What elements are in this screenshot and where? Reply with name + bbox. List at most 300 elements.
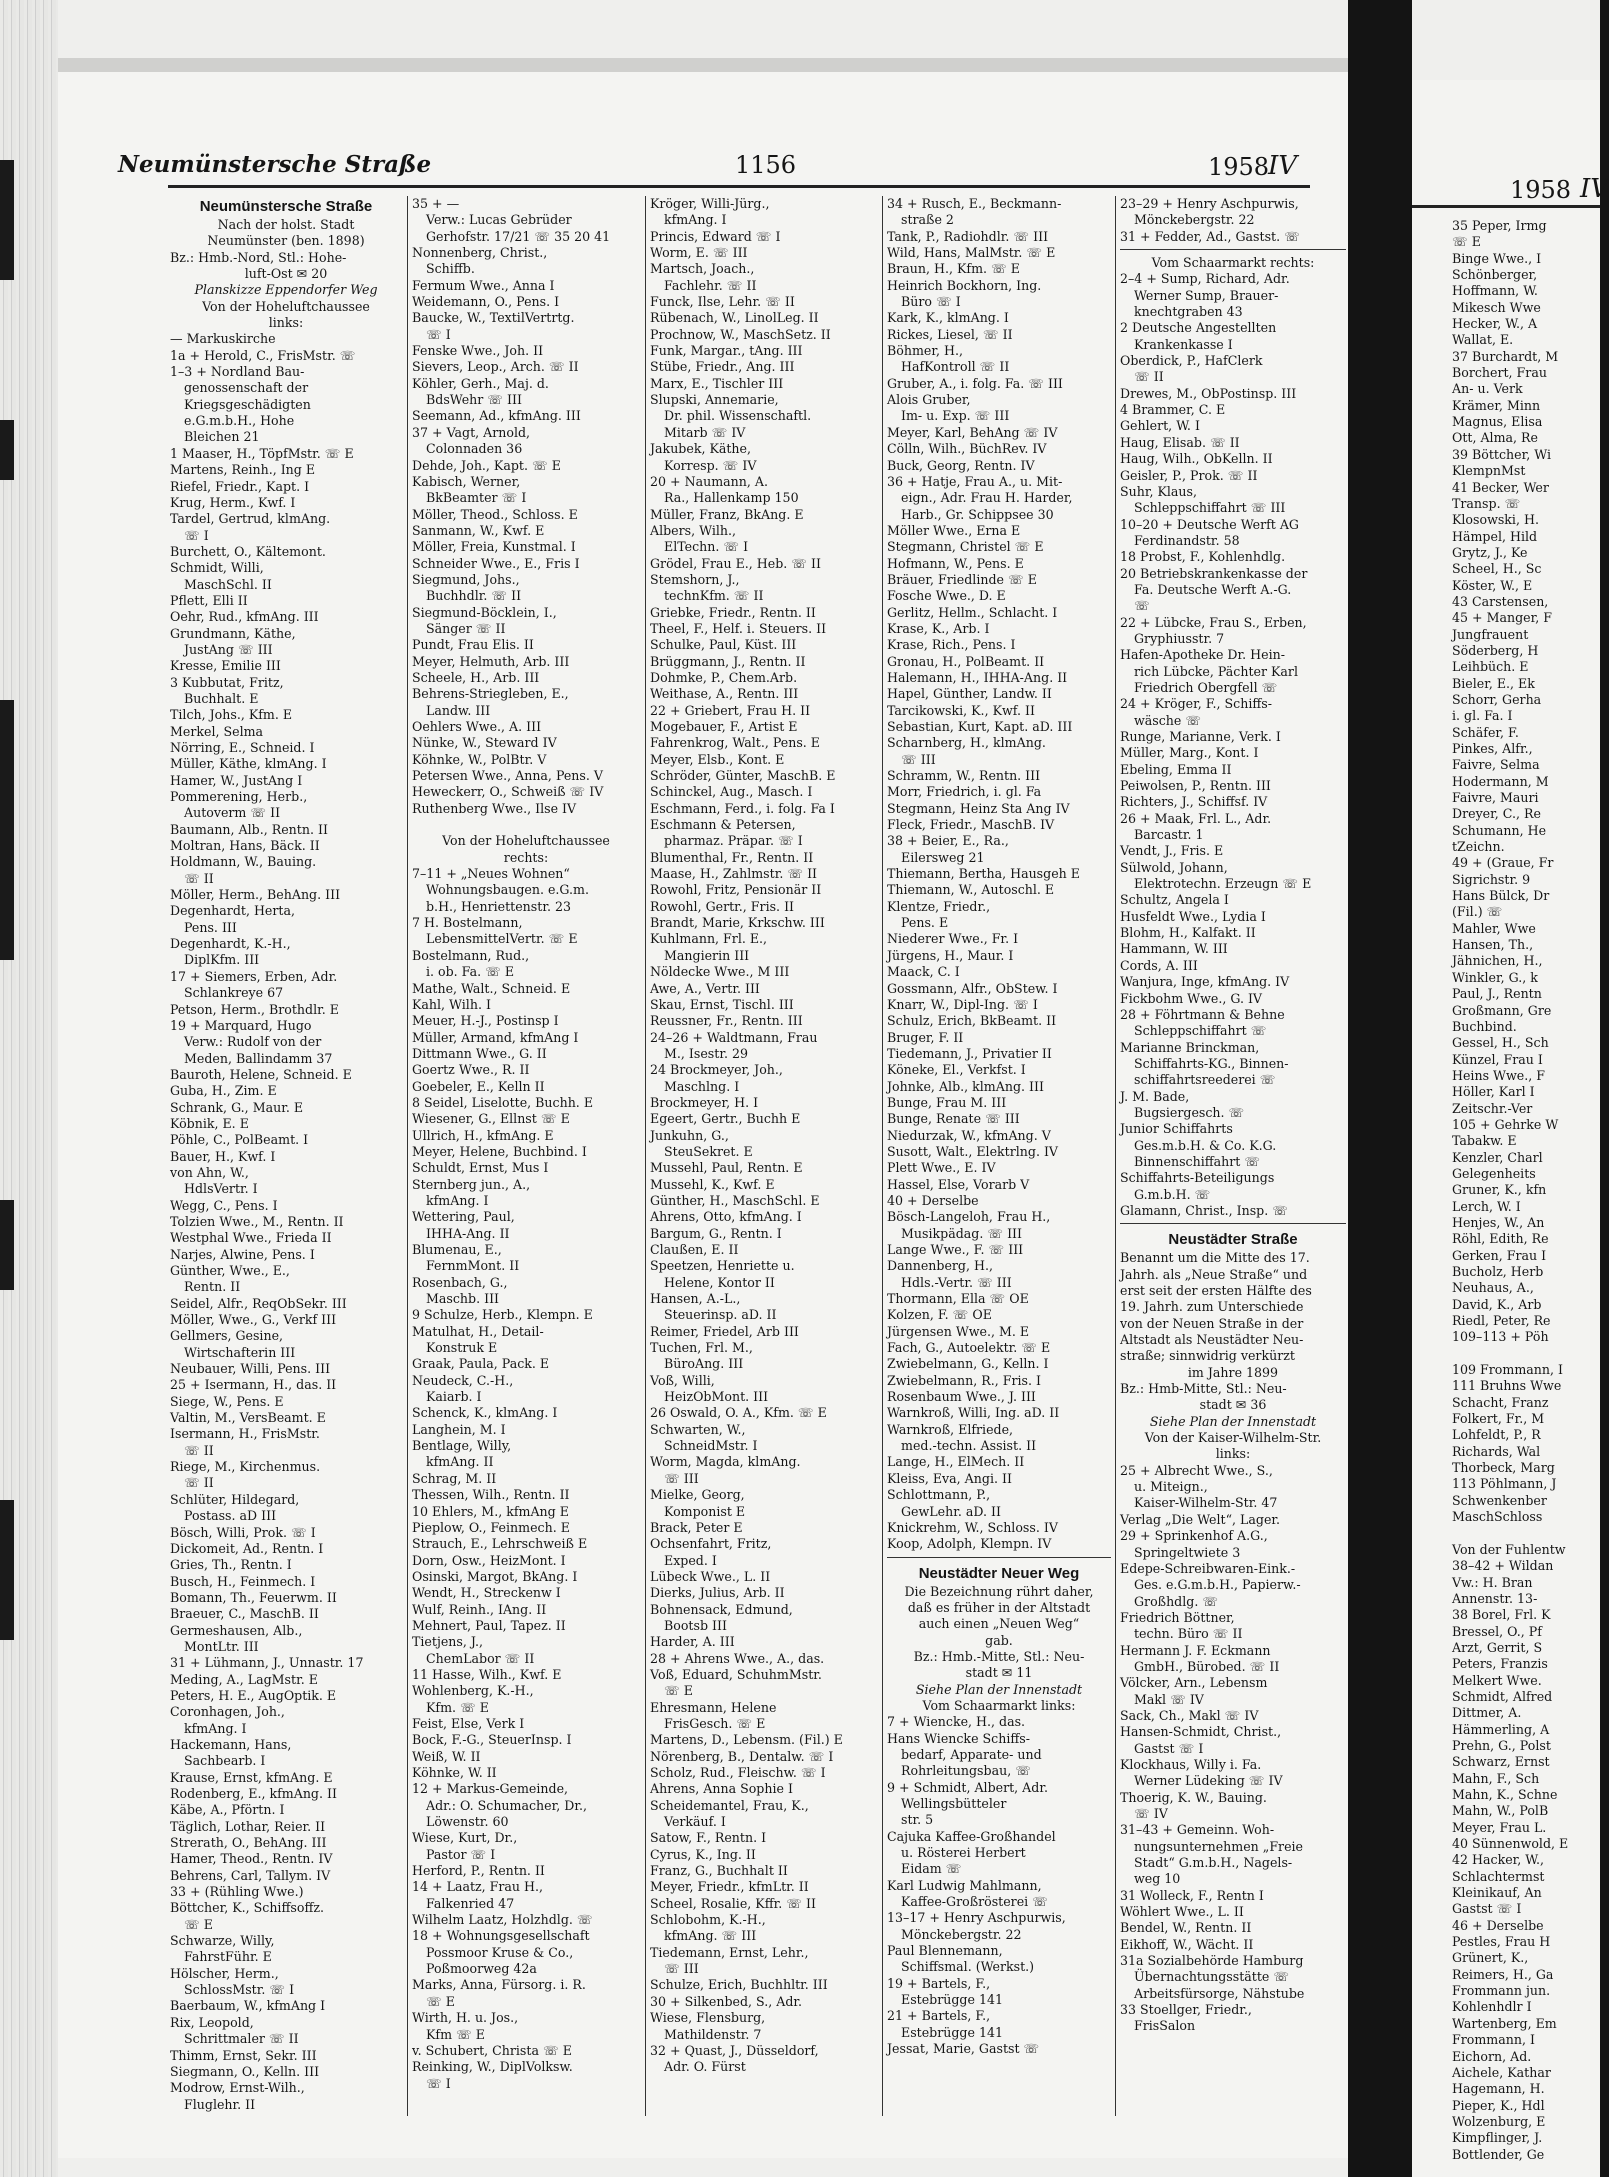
column-divider [882, 196, 883, 2116]
directory-entry-line: Löwenstr. 60 [426, 1814, 509, 1830]
directory-entry-line: Kfm ☏ E [426, 2026, 485, 2042]
directory-entry-line: Tardel, Gertrud, klmAng. [170, 511, 331, 527]
facing-page-entry-line: 109–113 + Pöh [1452, 1329, 1549, 1345]
directory-entry-line: 31a Sozialbehörde Hamburg [1120, 1953, 1304, 1969]
directory-entry-line: Schulke, Paul, Küst. III [650, 637, 797, 653]
directory-entry-line: ☏ I [184, 527, 209, 543]
directory-entry-line: Verw.: Rudolf von der [184, 1034, 322, 1050]
facing-page-entry-line: Riedl, Peter, Re [1452, 1313, 1551, 1329]
directory-entry-line: nungsunternehmen „Freie [1134, 1838, 1304, 1854]
directory-entry-line: 20 + Naumann, A. [650, 473, 768, 489]
directory-entry-line: Cords, A. III [1120, 957, 1198, 973]
directory-entry-line: Lübeck Wwe., L. II [650, 1568, 771, 1584]
directory-entry-line: Degenhardt, K.-H., [170, 936, 291, 952]
directory-entry-line: Geisler, P., Prok. ☏ II [1120, 467, 1258, 483]
directory-entry-line: Köbnik, E. E [170, 1115, 249, 1131]
facing-page-entry-line: 49 + (Graue, Fr [1452, 855, 1554, 871]
directory-entry-line: ☏ II [184, 1442, 214, 1458]
directory-entry-line: wäsche ☏ [1134, 712, 1202, 728]
directory-entry-line: Braun, H., Kfm. ☏ E [887, 261, 1020, 277]
directory-entry-line: Awe, A., Vertr. III [650, 980, 760, 996]
facing-page-entry-line: Pestles, Frau H [1452, 1934, 1551, 1950]
directory-entry-line: Sänger ☏ II [426, 620, 506, 636]
facing-page-entry-line: Tabakw. E [1452, 1133, 1517, 1149]
directory-entry-line: Fickbohm Wwe., G. IV [1120, 990, 1263, 1006]
directory-entry-line: J. M. Bade, [1120, 1088, 1190, 1104]
directory-entry-line: 2–4 + Sump, Richard, Adr. [1120, 271, 1290, 287]
directory-entry-line: Krankenkasse I [1134, 336, 1233, 352]
directory-entry-line: Arbeitsfürsorge, Nähstube [1134, 1985, 1305, 2001]
facing-page-entry-line: David, K., Arb [1452, 1296, 1542, 1312]
directory-entry-line: 28 + Ahrens Wwe., A., das. [650, 1650, 825, 1666]
directory-entry-line: Knickrehm, W., Schloss. IV [887, 1519, 1058, 1535]
directory-entry-line: Prochnow, W., MaschSetz. II [650, 326, 831, 342]
directory-entry-line: Thormann, Ella ☏ OE [887, 1291, 1029, 1307]
directory-entry-line: Möller, Wwe., G., Verkf III [170, 1312, 337, 1328]
directory-entry-line: Bostelmann, Rud., [412, 947, 530, 963]
directory-entry-line: Hamer, Theod., Rentn. IV [170, 1851, 333, 1867]
directory-entry-line: Tiedemann, Ernst, Lehr., [650, 1944, 809, 1960]
directory-entry-line: Hansen, A.-L., [650, 1291, 741, 1307]
directory-entry-line: Pflett, Elli II [170, 592, 248, 608]
directory-entry-line: Susott, Walt., Elektrlng. IV [887, 1143, 1059, 1159]
directory-entry-line: Kolzen, F. ☏ OE [887, 1307, 992, 1323]
facing-page-entry-line: Gruner, K., kfn [1452, 1182, 1547, 1198]
directory-entry-line: Bösch, Willi, Prok. ☏ I [170, 1524, 316, 1540]
directory-entry-line: Ochsenfahrt, Fritz, [650, 1536, 772, 1552]
directory-entry-line: Kabisch, Werner, [412, 473, 521, 489]
directory-entry-line: Klockhaus, Willy i. Fa. [1120, 1756, 1262, 1772]
directory-entry-line: 18 + Wohnungsgesellschaft [412, 1928, 590, 1944]
directory-entry-line: LebensmittelVertr. ☏ E [426, 931, 578, 947]
directory-entry-line: pharmaz. Präpar. ☏ I [664, 833, 803, 849]
directory-entry-line: Jahrh. als „Neue Straße“ und [1120, 1266, 1308, 1282]
header-year: 1958 [1208, 153, 1270, 181]
directory-entry-line: Peiwolsen, P., Rentn. III [1120, 778, 1271, 794]
directory-entry-line: Nünke, W., Steward IV [412, 735, 557, 751]
directory-entry-line: Martens, Reinh., Ing E [170, 462, 316, 478]
directory-entry-line: Bz.: Hmb-Mitte, Stl.: Neu- [1120, 1381, 1287, 1397]
directory-entry-line: Nöldecke Wwe., M III [650, 964, 790, 980]
directory-entry-line: Estebrügge 141 [901, 2024, 1003, 2040]
directory-entry-line: Köhnke, W., PolBtr. V [412, 751, 547, 767]
directory-entry-line: Martens, D., Lebensm. (Fil.) E [650, 1732, 843, 1748]
directory-entry-line: 2 Deutsche Angestellten [1120, 320, 1277, 336]
directory-entry-line: 1 Maaser, H., TöpfMstr. ☏ E [170, 445, 354, 461]
directory-entry-line: straße; sinnwidrig verkürzt [1120, 1348, 1295, 1364]
directory-entry-line: HafKontroll ☏ II [901, 359, 1010, 375]
section-divider [887, 1557, 1111, 1558]
column-divider [645, 196, 646, 2116]
directory-entry-line: Bentlage, Willy, [412, 1438, 512, 1454]
facing-page-entry-line: Richards, Wal [1452, 1443, 1541, 1459]
directory-entry-line: Grödel, Frau E., Heb. ☏ II [650, 555, 821, 571]
directory-entry-line: Schiffsmal. (Werkst.) [901, 1959, 1035, 1975]
header-volume: IV [1268, 151, 1298, 181]
directory-entry-line: Hammann, W. III [1120, 941, 1228, 957]
facing-page-entry-line: Borchert, Frau [1452, 365, 1547, 381]
directory-entry-line: Springeltwiete 3 [1134, 1544, 1241, 1560]
directory-entry-line: Schwarze, Willy, [170, 1933, 275, 1949]
directory-entry-line: Fenske Wwe., Joh. II [412, 343, 544, 359]
directory-entry-line: Thimm, Ernst, Sekr. III [170, 2047, 317, 2063]
facing-page-entry-line: Gastst ☏ I [1452, 1901, 1522, 1917]
directory-entry-line: Marianne Brinckman, [1120, 1039, 1260, 1055]
directory-entry-line: Marks, Anna, Fürsorg. i. R. [412, 1977, 586, 1993]
facing-page-entry-line: Mahn, W., PolB [1452, 1803, 1549, 1819]
directory-entry-line: Täglich, Lothar, Reier. II [170, 1818, 326, 1834]
directory-entry-line: Runge, Marianne, Verk. I [1120, 729, 1281, 744]
directory-entry-line: Colonnaden 36 [426, 441, 523, 457]
directory-entry-line: 28 + Föhrtmann & Behne [1120, 1006, 1285, 1022]
directory-entry-line: links: [1215, 1446, 1251, 1462]
directory-entry-line: Schmidt, Willi, [170, 560, 264, 576]
directory-entry-line: Guba, H., Zim. E [170, 1083, 277, 1099]
facing-page-entry-line: Mahn, F., Sch [1452, 1770, 1540, 1786]
directory-entry-line: Niederer Wwe., Fr. I [887, 931, 1019, 947]
directory-entry-line: Hafen-Apotheke Dr. Hein- [1120, 647, 1285, 663]
directory-entry-line: Tarcikowski, K., Kwf. II [887, 702, 1035, 718]
directory-entry-line: Schwarten, W., [650, 1421, 746, 1437]
directory-entry-line: Ahrens, Anna Sophie I [650, 1781, 793, 1797]
directory-entry-line: Ferdinandstr. 58 [1134, 532, 1240, 548]
directory-entry-line: Brüggmann, J., Rentn. II [650, 653, 806, 669]
facing-page-entry-line: Schmidt, Alfred [1452, 1688, 1553, 1704]
directory-entry-line: GmbH., Bürobed. ☏ II [1134, 1658, 1280, 1674]
facing-page-entry-line: Paul, J., Rentn [1452, 986, 1542, 1002]
directory-entry-line: ☏ E [664, 1683, 693, 1699]
directory-entry-line: 8 Seidel, Liselotte, Buchh. E [412, 1094, 594, 1110]
directory-entry-line: M., Isestr. 29 [664, 1045, 748, 1061]
facing-page-entry-line: Bieler, E., Ek [1452, 675, 1535, 691]
directory-entry-line: Sack, Ch., Makl ☏ IV [1120, 1707, 1259, 1723]
directory-entry-line: Meyer, Helmuth, Arb. III [412, 653, 570, 669]
directory-entry-line: Müller, Käthe, klmAng. I [170, 756, 327, 772]
facing-page-entry-line: Frommann, I [1452, 2032, 1535, 2048]
directory-entry-line: Elektrotechn. Erzeugn ☏ E [1134, 876, 1312, 892]
directory-entry-line: Meyer, Helene, Buchbind. I [412, 1143, 587, 1159]
directory-entry-line: Pommerening, Herb., [170, 789, 308, 805]
directory-entry-line: Junior Schiffahrts [1120, 1121, 1233, 1137]
directory-entry-line: Busch, H., Feinmech. I [170, 1573, 316, 1589]
directory-entry-line: Maack, C. I [887, 964, 960, 980]
facing-page-entry-line: Eichorn, Ad. [1452, 2048, 1532, 2064]
directory-entry-line: techn. Büro ☏ II [1134, 1626, 1243, 1642]
directory-entry-line: Sanmann, W., Kwf. E [412, 522, 545, 538]
directory-entry-line: 25 + Isermann, H., das. II [170, 1377, 337, 1393]
directory-entry-line: Kriegsgeschädigten [184, 396, 311, 412]
directory-entry-line: rechts: [503, 849, 549, 865]
directory-entry-line: Johnke, Alb., klmAng. III [887, 1078, 1044, 1094]
directory-entry-line: 9 Schulze, Herb., Klempn. E [412, 1307, 593, 1323]
directory-entry-line: 31 + Lühmann, J., Unnastr. 17 [170, 1655, 364, 1671]
directory-entry-line: von der Neuen Straße in der [1120, 1315, 1304, 1331]
directory-entry-line: Graak, Paula, Pack. E [412, 1356, 550, 1372]
directory-entry-line: Möller Wwe., Erna E [887, 522, 1021, 538]
directory-entry-line: Reinking, W., DiplVolksw. [412, 2059, 573, 2075]
directory-entry-line: auch einen „Neuen Weg“ [918, 1616, 1080, 1632]
directory-entry-line: Schrank, G., Maur. E [170, 1099, 304, 1115]
directory-entry-line: technKfm. ☏ II [664, 588, 764, 604]
directory-entry-line: Feist, Else, Verk I [412, 1715, 525, 1731]
directory-entry-line: Valtin, M., VersBeamt. E [170, 1410, 326, 1426]
book-gutter [1348, 0, 1412, 2177]
directory-entry-line: stadt ✉ 36 [1199, 1397, 1267, 1413]
directory-entry-line: Friedrich Obergfell ☏ [1134, 679, 1278, 695]
directory-entry-line: 33 + (Rühling Wwe.) [170, 1884, 304, 1900]
directory-entry-line: Bauroth, Helene, Schneid. E [170, 1066, 352, 1082]
directory-entry-line: b.H., Henriettenstr. 23 [426, 898, 571, 914]
directory-entry-line: Schlobohm, K.-H., [650, 1912, 766, 1928]
directory-entry-line: Ges.m.b.H. & Co. K.G. [1134, 1137, 1277, 1153]
directory-entry-line: Günther, H., MaschSchl. E [650, 1192, 820, 1208]
directory-entry-line: Dierks, Julius, Arb. II [650, 1585, 785, 1601]
directory-entry-line: Makl ☏ IV [1134, 1691, 1204, 1707]
directory-entry-line: kfmAng. I [426, 1192, 489, 1208]
book-page-edges [0, 0, 58, 2177]
facing-page-entry-line: 45 + Manger, F [1452, 610, 1552, 626]
directory-entry-line: Wiesener, G., Ellnst ☏ E [412, 1111, 570, 1127]
directory-entry-line: Nörenberg, B., Dentalw. ☏ I [650, 1748, 834, 1764]
directory-entry-line: Siegmund, Johs., [412, 571, 520, 587]
directory-entry-line: Schrittmaler ☏ II [184, 2031, 299, 2047]
directory-entry-line: Bz.: Hmb.-Mitte, Stl.: Neu- [913, 1648, 1085, 1664]
directory-entry-line: Strauch, E., Lehrschweiß E [412, 1536, 588, 1552]
directory-entry-line: Goertz Wwe., R. II [412, 1062, 530, 1078]
directory-entry-line: Günther, Wwe., E., [170, 1263, 290, 1278]
facing-page-entry-line: Krämer, Minn [1452, 397, 1541, 413]
directory-entry-line: Böttcher, K., Schiffsoffz. [170, 1900, 325, 1916]
directory-entry-line: Mielke, Georg, [650, 1487, 745, 1503]
directory-entry-line: Schulz, Erich, BkBeamt. II [887, 1013, 1057, 1029]
directory-entry-line: Haug, Elisab. ☏ II [1120, 434, 1240, 450]
header-page-number: 1156 [735, 151, 797, 179]
facing-page-entry-line: 43 Carstensen, [1452, 593, 1549, 609]
directory-entry-line: Hamer, W., JustAng I [170, 772, 303, 788]
directory-entry-line: Rodenberg, E., kfmAng. II [170, 1786, 337, 1801]
directory-entry-line: Müller, Marg., Kont. I [1120, 745, 1259, 761]
directory-entry-line: Kaiarb. I [426, 1389, 482, 1405]
directory-entry-line: Exped. I [664, 1552, 717, 1568]
directory-entry-line: Estebrügge 141 [901, 1992, 1003, 2008]
directory-entry-line: JustAng ☏ III [184, 641, 273, 657]
header-rule [168, 185, 1310, 188]
directory-entry-line: Verlag „Die Welt“, Lager. [1120, 1511, 1281, 1527]
directory-entry-line: Hapel, Günther, Landw. II [887, 686, 1052, 702]
facing-page-entry-line: Kimpflinger, J. [1452, 2130, 1543, 2146]
facing-page-volume: IV [1580, 174, 1609, 204]
facing-page-entry-line: Faivre, Mauri [1452, 790, 1539, 806]
directory-entry-line: Behrens, Carl, Tallym. IV [170, 1867, 331, 1883]
directory-entry-line: Eilersweg 21 [901, 849, 985, 865]
directory-entry-line: Funk, Margar., tAng. III [650, 343, 803, 359]
directory-entry-line: Kuhlmann, Frl. E., [650, 931, 768, 947]
directory-entry-line: erst seit der ersten Hälfte des [1120, 1283, 1312, 1298]
directory-entry-line: Scharnberg, H., klmAng. [887, 735, 1046, 751]
directory-entry-line: Karl Ludwig Mahlmann, [887, 1877, 1042, 1893]
street-heading: Neustädter Neuer Weg [918, 1564, 1080, 1582]
facing-page-entry-line: Annenstr. 13- [1452, 1590, 1538, 1606]
directory-entry-line: Princis, Edward ☏ I [650, 228, 781, 244]
facing-page-entry-line: Jungfrauent [1452, 626, 1529, 642]
directory-entry-line: Heinrich Bockhorn, Ing. [887, 277, 1042, 293]
directory-entry-line: Bräuer, Friedlinde ☏ E [887, 571, 1037, 587]
directory-entry-line: ☏ II [184, 1475, 214, 1491]
facing-page-entry-line: Köster, W., E [1452, 577, 1533, 593]
directory-entry-line: Possmoor Kruse & Co., [426, 1944, 574, 1960]
directory-entry-line: knechtgraben 43 [1134, 304, 1243, 320]
facing-page-entry-line: Jähnichen, H., [1452, 953, 1543, 969]
directory-entry-line: Haug, Wilh., ObKelln. II [1120, 451, 1273, 467]
directory-entry-line: Dehde, Joh., Kapt. ☏ E [412, 457, 561, 473]
directory-entry-line: Wettering, Paul, [412, 1209, 515, 1225]
directory-entry-line: FrisSalon [1134, 2018, 1196, 2034]
page-header [118, 145, 1318, 185]
directory-entry-line: Korresp. ☏ IV [664, 457, 757, 473]
directory-entry-line: Rowohl, Gertr., Fris. II [650, 898, 795, 914]
directory-entry-line: 35 + — [412, 196, 460, 211]
directory-entry-line: u. Rösterei Herbert [901, 1845, 1026, 1861]
directory-entry-line: Schneider Wwe., E., Fris I [412, 555, 580, 571]
directory-entry-line: Franz, G., Buchhalt II [650, 1863, 788, 1879]
facing-page-entry-line: 39 Böttcher, Wi [1452, 446, 1551, 462]
facing-page-entry-line: Gerken, Frau I [1452, 1247, 1547, 1263]
directory-entry-line: Rentn. II [184, 1279, 241, 1295]
directory-entry-line: Klentze, Friedr., [887, 898, 991, 914]
directory-entry-line: rich Lübcke, Pächter Karl [1134, 663, 1298, 679]
directory-entry-line: Ges. e.G.m.b.H., Papierw.- [1134, 1577, 1301, 1593]
facing-page-entry-line: Vw.: H. Bran [1452, 1574, 1533, 1590]
directory-entry-line: Petersen Wwe., Anna, Pens. V [412, 768, 603, 784]
directory-entry-line: 29 + Sprinkenhof A.G., [1120, 1528, 1268, 1544]
directory-entry-line: e.G.m.b.H., Hohe [184, 413, 295, 429]
directory-entry-line: Hofmann, W., Pens. E [887, 555, 1024, 571]
facing-page-entry-line: Henjes, W., An [1452, 1214, 1545, 1230]
directory-entry-line: Köneke, El., Verkfst. I [887, 1062, 1026, 1078]
directory-entry-line: Altstadt als Neustädter Neu- [1120, 1332, 1304, 1348]
section-divider [1120, 249, 1346, 250]
directory-entry-line: 19 + Marquard, Hugo [170, 1017, 312, 1033]
directory-entry-line: Fahrenkrog, Walt., Pens. E [650, 735, 820, 751]
directory-entry-line: Worm, Magda, klmAng. [650, 1454, 801, 1470]
directory-entry-line: Scheele, H., Arb. III [412, 669, 540, 685]
directory-entry-line: Gehlert, W. I [1120, 418, 1200, 434]
directory-entry-line: 13–17 + Henry Aschpurwis, [887, 1910, 1066, 1926]
facing-page-entry-line: 40 Sünnenwold, E [1452, 1836, 1569, 1852]
facing-page-entry-line: Heins Wwe., F [1452, 1067, 1545, 1083]
directory-entry-line: Gossmann, Alfr., ObStew. I [887, 980, 1058, 996]
page-top-shadow [58, 58, 1348, 72]
facing-page-entry-line: Faivre, Selma [1452, 757, 1540, 773]
directory-entry-line: Müller, Armand, kfmAng I [412, 1029, 579, 1045]
facing-page-rule [1412, 205, 1600, 208]
facing-page-entry-line: Gessel, H., Sch [1452, 1035, 1549, 1051]
facing-page-entry-line: 42 Hacker, W., [1452, 1852, 1545, 1868]
directory-entry-line: Pastor ☏ I [426, 1846, 496, 1862]
directory-entry-line: Verkäuf. I [664, 1814, 726, 1830]
directory-entry-line: Wohnungsbaugen. e.G.m. [426, 882, 589, 898]
directory-entry-line: kfmAng. I [664, 212, 727, 228]
directory-entry-line: Maschlng. I [664, 1078, 740, 1094]
directory-entry-line: Käbe, A., Pförtn. I [170, 1802, 285, 1818]
directory-entry-line: Goebeler, E., Kelln II [412, 1078, 545, 1094]
directory-entry-line: Krase, Rich., Pens. I [887, 637, 1016, 653]
directory-entry-line: 1–3 + Nordland Bau- [170, 364, 305, 380]
directory-entry-line: Mitarb ☏ IV [664, 424, 746, 440]
facing-page-entry-line: Neuhaus, A., [1452, 1280, 1534, 1296]
directory-entry-line: 30 + Silkenbed, S., Adr. [650, 1993, 803, 2009]
directory-entry-line: Grundmann, Käthe, [170, 625, 296, 641]
directory-entry-line: Kfm. ☏ E [426, 1699, 489, 1715]
directory-entry-line: eign., Adr. Frau H. Harder, [901, 490, 1073, 506]
directory-entry-line: Siegmann, O., Kelln. III [170, 2063, 320, 2079]
street-heading: Neustädter Straße [1168, 1231, 1298, 1249]
directory-entry-line: Musikpädag. ☏ III [901, 1225, 1023, 1241]
directory-entry-line: Behrens-Striegleben, E., [412, 686, 569, 702]
directory-entry-line: Osinski, Margot, BkAng. I [412, 1568, 578, 1584]
directory-entry-line: Tank, P., Radiohdlr. ☏ III [887, 228, 1049, 244]
directory-entry-line: Blohm, H., Kalfakt. II [1120, 925, 1256, 941]
facing-page-entry-line: Winkler, G., k [1452, 969, 1538, 985]
header-street-name: Neumünstersche Straße [118, 151, 432, 178]
directory-entry-line: Wegg, C., Pens. I [170, 1197, 278, 1213]
directory-entry-line: Thessen, Wilh., Rentn. II [412, 1487, 570, 1503]
directory-entry-line: u. Miteign., [1134, 1479, 1208, 1495]
directory-entry-line: G.m.b.H. ☏ [1134, 1186, 1211, 1202]
directory-entry-line: Thiemann, Bertha, Hausgeh E [887, 866, 1080, 882]
directory-entry-line: Möller, Herm., BehAng. III [170, 887, 341, 903]
directory-entry-line: Sülwold, Johann, [1120, 859, 1228, 875]
directory-entry-line: Schiffahrts-KG., Binnen- [1134, 1055, 1289, 1071]
directory-entry-line: weg 10 [1134, 1871, 1181, 1887]
directory-entry-line: Harb., Gr. Schippsee 30 [901, 506, 1054, 522]
directory-entry-line: Wohlenberg, K.-H., [412, 1683, 534, 1699]
directory-entry-line: Suhr, Klaus, [1120, 483, 1198, 499]
facing-page-entry-line: Mahler, Wwe [1452, 920, 1536, 936]
directory-entry-line: Warnkroß, Elfriede, [887, 1421, 1014, 1437]
directory-entry-line: FahrstFühr. E [184, 1949, 272, 1965]
directory-entry-line: Kröger, Willi-Jürg., [650, 196, 770, 211]
directory-entry-line: Werner Lüdeking ☏ IV [1134, 1773, 1283, 1789]
directory-entry-line: v. Schubert, Christa ☏ E [412, 2042, 572, 2058]
directory-entry-line: kfmAng. II [426, 1454, 494, 1470]
directory-entry-line: Oehr, Rud., kfmAng. III [170, 609, 319, 625]
directory-entry-line: Neudeck, C.-H., [412, 1372, 514, 1388]
directory-entry-line: MaschSchl. II [184, 576, 272, 592]
facing-page-entry-line: Hecker, W., A [1452, 316, 1538, 332]
directory-entry-line: Stegmann, Christel ☏ E [887, 539, 1044, 555]
directory-entry-line: Jakubek, Käthe, [650, 441, 751, 457]
directory-entry-line: Hdls.-Vertr. ☏ III [901, 1274, 1012, 1290]
directory-entry-line: von Ahn, W., [170, 1164, 249, 1180]
directory-entry-line: Stadt“ G.m.b.H., Nagels- [1134, 1855, 1293, 1871]
directory-entry-line: Cyrus, K., Ing. II [650, 1846, 756, 1862]
directory-entry-line: Nörring, E., Schneid. I [170, 740, 315, 755]
facing-page-entry-line: Höller, Karl I [1452, 1084, 1535, 1100]
directory-entry-line: Kleiss, Eva, Angi. II [887, 1470, 1012, 1486]
directory-entry-line: Von der Kaiser-Wilhelm-Str. [1144, 1430, 1322, 1446]
facing-page-entry-line: Aichele, Kathar [1452, 2064, 1551, 2080]
directory-entry-line: Cölln, Wilh., BüchRev. IV [887, 441, 1047, 457]
directory-entry-line: Morr, Friedrich, i. gl. Fa [887, 784, 1042, 800]
directory-entry-line: Adr.: O. Schumacher, Dr., [426, 1797, 587, 1813]
directory-entry-line: Stemshorn, J., [650, 571, 740, 587]
directory-entry-line: 25 + Albrecht Wwe., S., [1120, 1462, 1273, 1478]
directory-entry-line: Adr. O. Fürst [664, 2059, 746, 2075]
directory-entry-line: Krase, K., Arb. I [887, 620, 990, 636]
directory-entry-line: Voß, Willi, [650, 1372, 715, 1388]
directory-entry-line: Fermum Wwe., Anna I [412, 277, 555, 293]
